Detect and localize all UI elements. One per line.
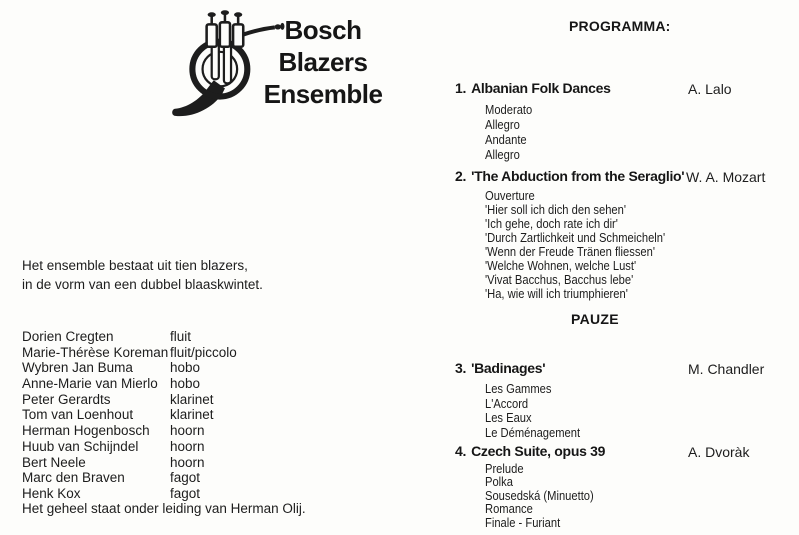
member-name: Marie-Thérèse Koreman (22, 344, 169, 360)
member-row (22, 486, 237, 502)
member-row (22, 439, 237, 455)
ensemble-title-line: Blazers (278, 47, 368, 77)
movement-line: Le Déménagement (485, 424, 581, 440)
member-name: Marc den Braven (22, 470, 125, 486)
member-instrument: fagot (170, 470, 201, 486)
member-instrument: hoorn (170, 423, 205, 439)
programme-item-title (455, 168, 684, 184)
movement-line: 'Vivat Bacchus, Bacchus lebe' (485, 272, 634, 287)
movement-line: 'Wenn der Freude Tränen fliessen' (485, 244, 655, 259)
composer-name: A. Lalo (688, 81, 732, 97)
item-number: 3. (455, 360, 467, 376)
movement-line: 'Welche Wohnen, welche Lust' (485, 258, 637, 273)
composer-name: A. Dvoràk (688, 444, 750, 460)
member-instrument: fluit (170, 329, 192, 344)
member-row (22, 329, 237, 345)
composer-name: M. Chandler (688, 361, 765, 377)
ensemble-title (248, 14, 398, 110)
member-name: Peter Gerardts (22, 391, 111, 407)
movement-line: L'Accord (485, 395, 529, 411)
movement-line: Andante (485, 132, 527, 147)
member-name: Wybren Jan Buma (22, 360, 133, 376)
item-title-text: Czech Suite, opus 39 (471, 443, 606, 459)
members-list (22, 329, 237, 502)
member-name: Henk Kox (22, 485, 81, 501)
movement-line: Allegro (485, 117, 520, 132)
movement-line: Sousedská (Minuetto) (485, 487, 594, 503)
movement-line: Ouverture (485, 188, 535, 203)
member-instrument: fagot (170, 485, 201, 501)
intro-line: in de vorm van een dubbel blaaskwintet. (22, 276, 263, 292)
item-title-text: 'The Abduction from the Seraglio' (471, 168, 685, 184)
member-name: Herman Hogenbosch (22, 423, 150, 439)
item-title-text: 'Badinages' (471, 360, 546, 376)
member-instrument: hoorn (170, 438, 205, 454)
movements-list (485, 382, 580, 440)
movements-list (485, 189, 665, 301)
member-row (22, 423, 237, 439)
member-instrument: klarinet (170, 391, 214, 407)
movement-line: 'Ha, wie will ich triumphieren' (485, 286, 628, 301)
member-row (22, 376, 237, 392)
member-name: Anne-Marie van Mierlo (22, 376, 158, 392)
member-row (22, 455, 237, 471)
movement-line: 'Durch Zartlichkeit und Schmeicheln' (485, 230, 666, 245)
movement-line: Les Gammes (485, 381, 552, 396)
programme-heading: PROGRAMMA: (569, 18, 671, 34)
member-row (22, 407, 237, 423)
member-instrument: hobo (170, 360, 201, 376)
member-instrument: hoorn (170, 454, 205, 470)
movement-line: Les Eaux (485, 410, 532, 425)
item-number: 1. (455, 80, 467, 96)
member-row (22, 392, 237, 408)
member-name: Bert Neele (22, 454, 86, 470)
programme-item-title (455, 360, 545, 376)
movement-line: Polka (485, 474, 513, 490)
movement-line: 'Hier soll ich dich den sehen' (485, 202, 626, 217)
member-row (22, 360, 237, 376)
programme-item-title (455, 80, 611, 96)
movements-list (485, 462, 594, 529)
member-name: Dorien Cregten (22, 329, 114, 344)
member-instrument: fluit/piccolo (170, 344, 237, 360)
ensemble-title-line: Ensemble (263, 79, 383, 109)
movement-line: Moderato (485, 102, 533, 117)
intro-line: Het ensemble bestaat uit tien blazers, (22, 258, 248, 273)
programme-item-title (455, 443, 605, 459)
member-name: Huub van Schijndel (22, 438, 139, 454)
item-number: 2. (455, 168, 467, 184)
member-instrument: hobo (170, 376, 201, 392)
member-row (22, 470, 237, 486)
member-name: Tom van Loenhout (22, 407, 134, 423)
ensemble-title-line: Bosch (284, 15, 362, 45)
ensemble-intro (22, 257, 263, 294)
member-row (22, 345, 237, 361)
movement-line: 'Ich gehe, doch rate ich dir' (485, 216, 618, 231)
conductor-note: Het geheel staat onder leiding van Herman Olij. (22, 501, 306, 516)
composer-name: W. A. Mozart (686, 169, 766, 185)
movement-line: Allegro (485, 147, 520, 162)
item-title-text: Albanian Folk Dances (471, 80, 611, 96)
member-instrument: klarinet (170, 407, 214, 423)
interlude-pauze: PAUZE (571, 311, 619, 327)
movements-list (485, 102, 532, 162)
movement-line: Romance (485, 501, 533, 517)
item-number: 4. (455, 443, 467, 459)
movement-line: Prelude (485, 461, 524, 476)
movement-line: Finale - Furiant (485, 514, 561, 530)
